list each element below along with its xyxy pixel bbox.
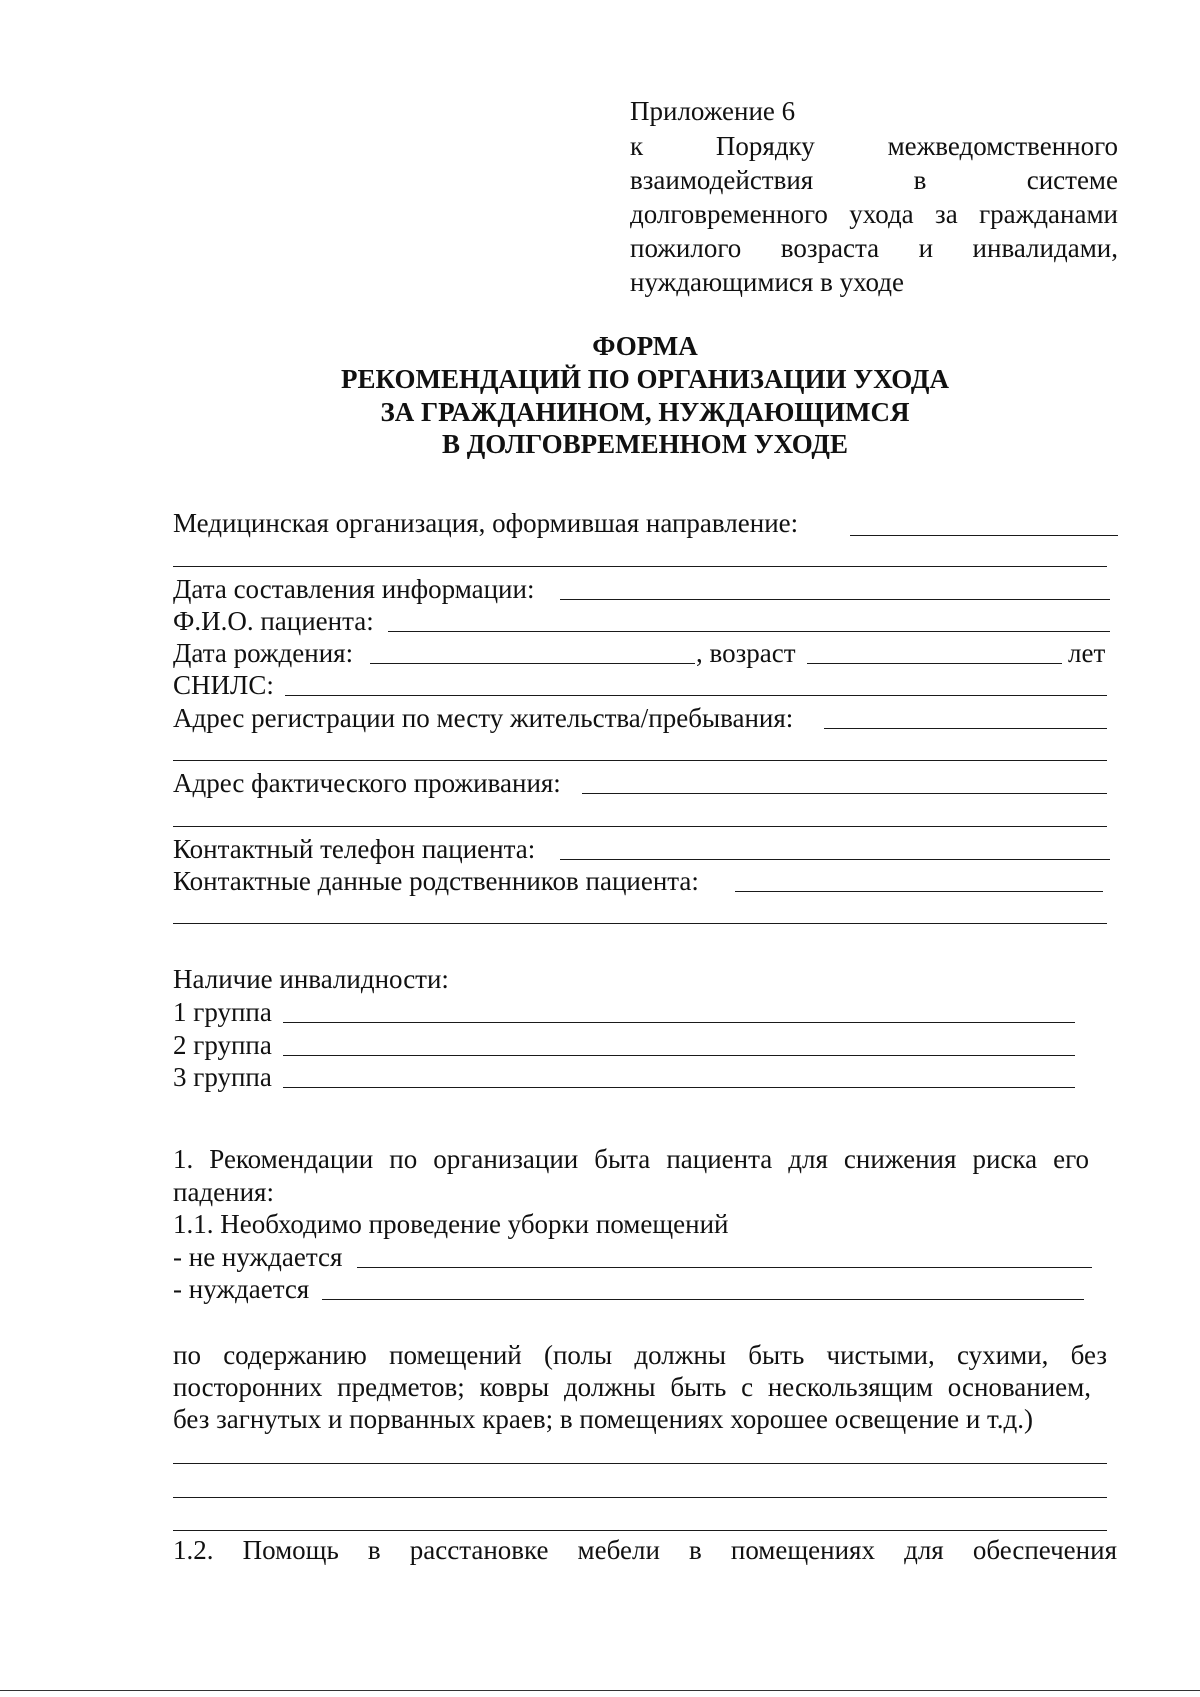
premises-notes-line-1[interactable] bbox=[173, 1463, 1107, 1464]
relatives-field-continued[interactable] bbox=[173, 923, 1107, 924]
appendix-line-1: Приложение 6 bbox=[630, 96, 796, 126]
needed-label: - нуждается bbox=[173, 1274, 310, 1304]
actual-address-field[interactable] bbox=[582, 793, 1107, 794]
birth-date-label: Дата рождения: bbox=[173, 638, 354, 668]
item-1-2-heading: 1.2. Помощь в расстановке мебели в помещениях для обеспечения bbox=[173, 1535, 1117, 1565]
form-title-line-3: ЗА ГРАЖДАНИНОМ, НУЖДАЮЩИМСЯ bbox=[380, 397, 910, 427]
appendix-line-5: пожилого возраста и инвалидами, bbox=[630, 233, 1118, 263]
med-org-field-continued[interactable] bbox=[173, 566, 1107, 567]
snils-field[interactable] bbox=[285, 695, 1107, 696]
section-1-heading-line-1: 1. Рекомендации по организации быта пациента для снижения риска его bbox=[173, 1144, 1089, 1174]
date-info-label: Дата составления информации: bbox=[173, 574, 535, 604]
premises-notes-line-3[interactable] bbox=[173, 1530, 1107, 1531]
years-label: лет bbox=[1068, 638, 1106, 668]
form-title-line-2: РЕКОМЕНДАЦИЙ ПО ОРГАНИЗАЦИИ УХОДА bbox=[341, 364, 949, 394]
needed-field[interactable] bbox=[322, 1299, 1084, 1300]
age-label: , возраст bbox=[696, 638, 796, 668]
actual-address-field-continued[interactable] bbox=[173, 826, 1107, 827]
disability-group-3-field[interactable] bbox=[283, 1087, 1075, 1088]
disability-group-2-field[interactable] bbox=[283, 1055, 1075, 1056]
date-info-field[interactable] bbox=[560, 599, 1110, 600]
reg-address-field-continued[interactable] bbox=[173, 760, 1107, 761]
appendix-line-6: нуждающимися в уходе bbox=[630, 267, 904, 297]
disability-group-1-field[interactable] bbox=[283, 1022, 1075, 1023]
premises-notes-line-2[interactable] bbox=[173, 1497, 1107, 1498]
phone-field[interactable] bbox=[560, 859, 1110, 860]
birth-date-field[interactable] bbox=[370, 663, 695, 664]
premises-paragraph-line-2: посторонних предметов; ковры должны быть с нескользящим основанием, bbox=[173, 1372, 1091, 1402]
appendix-line-2: к Порядку межведомственного bbox=[630, 131, 1118, 161]
reg-address-label: Адрес регистрации по месту жительства/пребывания: bbox=[173, 703, 794, 733]
premises-paragraph-line-1: по содержанию помещений (полы должны быть чистыми, сухими, без bbox=[173, 1340, 1107, 1370]
disability-group-2-label: 2 группа bbox=[173, 1030, 272, 1060]
phone-label: Контактный телефон пациента: bbox=[173, 834, 536, 864]
disability-heading: Наличие инвалидности: bbox=[173, 964, 449, 994]
item-1-1-heading: 1.1. Необходимо проведение уборки помещений bbox=[173, 1209, 729, 1239]
actual-address-label: Адрес фактического проживания: bbox=[173, 768, 561, 798]
med-org-field[interactable] bbox=[850, 535, 1118, 536]
form-title-line-1: ФОРМА bbox=[592, 331, 698, 361]
disability-group-1-label: 1 группа bbox=[173, 997, 272, 1027]
not-needed-label: - не нуждается bbox=[173, 1242, 343, 1272]
age-field[interactable] bbox=[807, 663, 1062, 664]
fio-field[interactable] bbox=[388, 631, 1110, 632]
premises-paragraph-line-3: без загнутых и порванных краев; в помещениях хорошее освещение и т.д.) bbox=[173, 1404, 1034, 1434]
not-needed-field[interactable] bbox=[357, 1267, 1092, 1268]
med-org-label: Медицинская организация, оформившая направление: bbox=[173, 508, 799, 538]
form-title-line-4: В ДОЛГОВРЕМЕННОМ УХОДЕ bbox=[441, 429, 849, 459]
page-edge-divider bbox=[0, 1690, 1200, 1691]
disability-group-3-label: 3 группа bbox=[173, 1062, 272, 1092]
snils-label: СНИЛС: bbox=[173, 670, 274, 700]
section-1-heading-line-2: падения: bbox=[173, 1177, 274, 1207]
appendix-line-4: долговременного ухода за гражданами bbox=[630, 199, 1118, 229]
fio-label: Ф.И.О. пациента: bbox=[173, 606, 374, 636]
relatives-field[interactable] bbox=[735, 891, 1103, 892]
relatives-label: Контактные данные родственников пациента: bbox=[173, 866, 699, 896]
reg-address-field[interactable] bbox=[824, 728, 1107, 729]
appendix-line-3: взаимодействия в системе bbox=[630, 165, 1118, 195]
